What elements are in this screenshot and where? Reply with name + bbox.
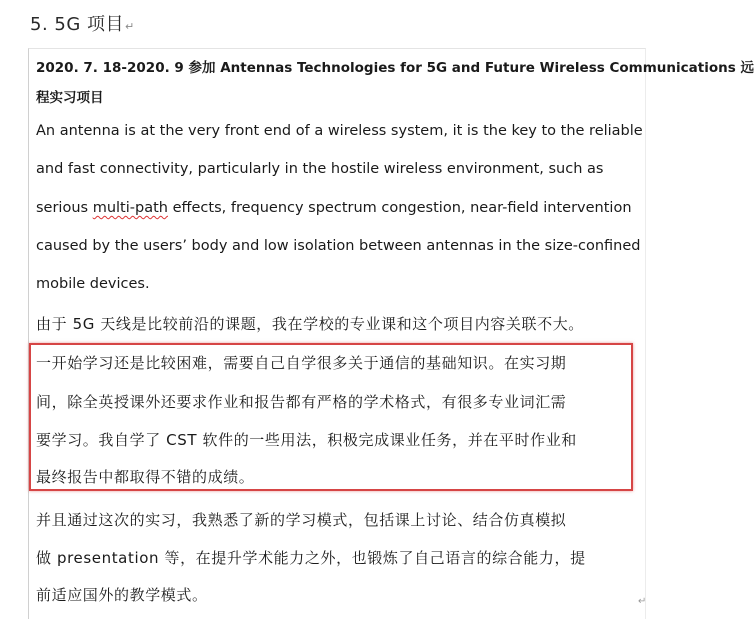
english-line-4: caused by the users’ body and low isolation between antennas in the size-confined bbox=[36, 238, 641, 254]
english-line-3-suffix: effects, frequency spectrum congestion, near-field intervention bbox=[167, 200, 632, 216]
english-line-2: and fast connectivity, particularly in the hostile wireless environment, such as bbox=[36, 161, 604, 177]
english-line-1: An antenna is at the very front end of a wireless system, it is the key to the reliable bbox=[36, 123, 643, 139]
project-title-line-2: 程实习项目 bbox=[36, 90, 104, 106]
end-paragraph-mark-icon: ↵ bbox=[638, 596, 647, 607]
english-line-3-prefix: serious bbox=[36, 200, 93, 216]
closing-line-2: 做 presentation 等，在提升学术能力之外，也锻炼了自己语言的综合能力，提 bbox=[36, 549, 586, 567]
paragraph-mark-icon: ↵ bbox=[125, 20, 135, 33]
highlighted-line-2: 间，除全英授课外还要求作业和报告都有严格的学术格式，有很多专业词汇需 bbox=[36, 393, 567, 411]
highlighted-line-4: 最终报告中都取得不错的成绩。 bbox=[36, 468, 255, 486]
project-title-line-1: 2020. 7. 18-2020. 9 参加 Antennas Technologies for 5G and Future Wireless Communications 远 bbox=[36, 60, 754, 76]
highlighted-line-1: 一开始学习还是比较困难，需要自己自学很多关于通信的基础知识。在实习期 bbox=[36, 354, 567, 372]
english-line-3 bbox=[36, 198, 632, 218]
section-heading bbox=[30, 10, 135, 36]
closing-line-3: 前适应国外的教学模式。 bbox=[36, 586, 208, 604]
spellcheck-word[interactable]: multi-path bbox=[92, 200, 168, 216]
cn-intro-line: 由于 5G 天线是比较前沿的课题，我在学校的专业课和这个项目内容关联不大。 bbox=[36, 315, 584, 333]
english-line-5: mobile devices. bbox=[36, 276, 150, 292]
closing-line-1: 并且通过这次的实习，我熟悉了新的学习模式，包括课上讨论、结合仿真模拟 bbox=[36, 511, 567, 529]
highlighted-line-3: 要学习。我自学了 CST 软件的一些用法，积极完成课业任务，并在平时作业和 bbox=[36, 431, 577, 449]
section-heading-text: 5. 5G 项目 bbox=[30, 14, 125, 35]
